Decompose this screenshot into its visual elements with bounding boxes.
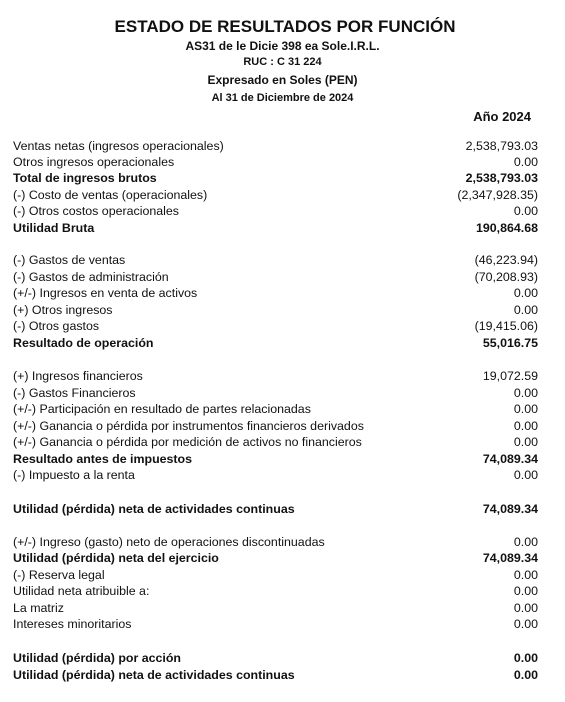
row-value: 0.00 [513,402,538,416]
row-label: (-) Otros gastos [13,319,100,333]
row-value: 74,089.34 [482,452,538,466]
statement-row [13,270,538,286]
row-value: 2,538,793.03 [465,139,538,153]
statement-row [13,171,538,187]
year-column-header: Año 2024 [473,109,531,124]
row-value: 0.00 [513,204,538,218]
row-label: Utilidad (pérdida) neta de actividades continuas [13,668,295,682]
row-value: 0.00 [513,386,538,400]
row-value: 0.00 [513,419,538,433]
statement-row [13,336,538,352]
row-label: Resultado antes de impuestos [13,452,193,466]
row-value: 0.00 [513,617,538,631]
row-label: (+/-) Participación en resultado de partes relacionadas [13,402,311,416]
statement-row [13,319,538,335]
row-label: (+/-) Ganancia o pérdida por medición de activos no financieros [13,435,362,449]
row-label: (-) Costo de ventas (operacionales) [13,188,208,202]
row-value: 0.00 [513,568,538,582]
statement-row [13,468,538,484]
row-value: 0.00 [513,535,538,549]
row-label: (-) Otros costos operacionales [13,204,179,218]
row-value: (70,208.93) [474,270,538,284]
row-label: (-) Gastos Financieros [13,386,136,400]
company-name: AS31 de le Dicie 398 ea Sole.I.R.L. [185,39,380,53]
row-value: 74,089.34 [482,502,538,516]
row-label: (-) Gastos de administración [13,270,169,284]
row-value: 74,089.34 [482,551,538,565]
row-value: 0.00 [513,468,538,482]
statement-row [13,651,538,667]
row-label: Resultado de operación [13,336,154,350]
row-value: 0.00 [513,668,538,682]
row-label: Ventas netas (ingresos operacionales) [13,139,224,153]
row-label: Utilidad neta atribuible a: [13,584,150,598]
currency-note: Expresado en Soles (PEN) [207,73,358,87]
row-label: (-) Reserva legal [13,568,105,582]
row-label: La matriz [13,601,64,615]
row-value: 190,864.68 [475,221,538,235]
statement-row [13,204,538,220]
row-label: (+/-) Ganancia o pérdida por instrumentos financieros derivados [13,419,364,433]
statement-row [13,535,538,551]
row-label: Utilidad (pérdida) neta de actividades continuas [13,502,295,516]
row-label: (+/-) Ingresos en venta de activos [13,286,198,300]
row-value: (19,415.06) [474,319,538,333]
statement-row [13,617,538,633]
row-label: Utilidad (pérdida) por acción [13,651,181,665]
row-label: Utilidad (pérdida) neta del ejercicio [13,551,219,565]
row-value: 0.00 [513,303,538,317]
row-value: 0.00 [513,435,538,449]
statement-row [13,188,538,204]
statement-row [13,221,538,237]
statement-row [13,502,538,518]
row-value: 55,016.75 [482,336,538,350]
row-value: 0.00 [513,155,538,169]
ruc-line: RUC : C 31 224 [243,56,322,68]
row-value: 0.00 [513,286,538,300]
statement-row [13,155,538,171]
statement-row [13,253,538,269]
statement-row [13,139,538,155]
row-label: (+) Ingresos financieros [13,369,143,383]
statement-row [13,551,538,567]
row-label: Total de ingresos brutos [13,171,157,185]
row-label: Otros ingresos operacionales [13,155,175,169]
row-value: 0.00 [513,601,538,615]
row-value: 2,538,793.03 [465,171,538,185]
row-label: (-) Gastos de ventas [13,253,126,267]
statement-row [13,568,538,584]
statement-row [13,435,538,451]
statement-row [13,286,538,302]
row-value: (46,223.94) [474,253,538,267]
statement-row [13,386,538,402]
row-value: (2,347,928.35) [457,188,538,202]
statement-title: ESTADO DE RESULTADOS POR FUNCIÓN [114,17,456,36]
row-label: (-) Impuesto a la renta [13,468,135,482]
row-label: (+/-) Ingreso (gasto) neto de operaciones discontinuadas [13,535,325,549]
statement-row [13,668,538,684]
statement-row [13,402,538,418]
statement-row [13,452,538,468]
statement-row [13,303,538,319]
statement-row [13,369,538,385]
row-label: Utilidad Bruta [13,221,95,235]
statement-row [13,584,538,600]
statement-row [13,419,538,435]
row-label: (+) Otros ingresos [13,303,113,317]
row-value: 19,072.59 [482,369,538,383]
statement-date: Al 31 de Diciembre de 2024 [211,92,354,104]
row-label: Intereses minoritarios [13,617,132,631]
row-value: 0.00 [513,584,538,598]
statement-row [13,601,538,617]
row-value: 0.00 [513,651,538,665]
